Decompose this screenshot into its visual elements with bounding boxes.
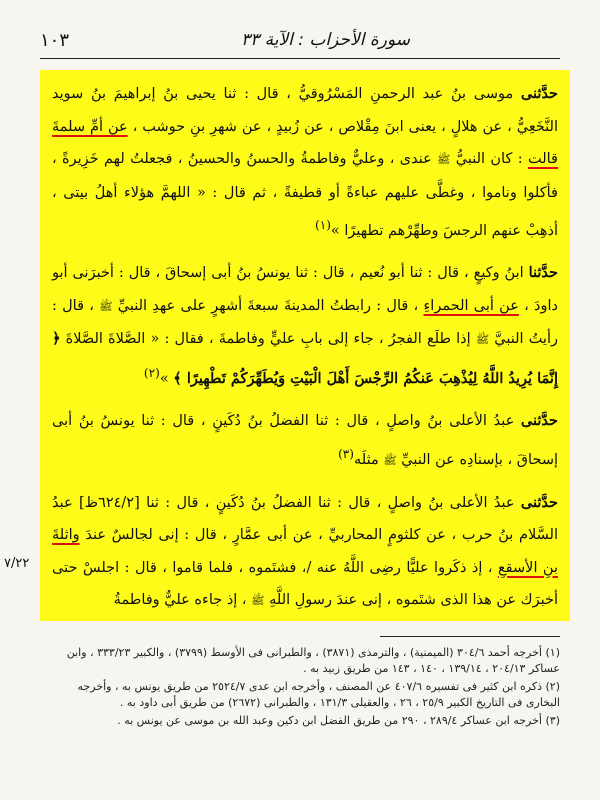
- salawat-symbol: ﷺ: [383, 453, 397, 467]
- isnad-lead: حدَّثنا: [528, 264, 558, 282]
- footnote: (٣) أخرجه ابن عساكر ٢٨٩/٤ ، ٢٩٠ من طريق الفضل ابن دكين وعبد الله بن موسى عن يونس به .: [117, 714, 560, 727]
- isnad-lead: حدَّثنى: [520, 85, 558, 102]
- footnotes: [40, 645, 560, 731]
- footnote-divider: [380, 636, 560, 637]
- salawat-symbol: ﷺ: [437, 153, 451, 166]
- hadith-paragraph: [52, 257, 558, 395]
- salawat-symbol: ﷺ: [251, 594, 265, 608]
- salawat-symbol: ﷺ: [99, 299, 113, 313]
- margin-reference: ٧/٢٢: [4, 556, 30, 571]
- text-run: ، إذ ذكَروا عليًّا رضِى اللَّهُ عنه /، فشتَموه ، فلما قاموا ، قال : اجلسْ حتى أخبرَك عن هذا الذى شتَموه ، إنى عندَ رسولِ اللَّهِ: [52, 559, 558, 609]
- isnad-lead: حدَّثنى: [520, 412, 558, 430]
- text-run: : كان النبيُّ: [450, 151, 528, 167]
- underlined-narrator: عن أمِّ سلمةَ قالت: [52, 118, 558, 167]
- text-run: ، قال : رابطتُ المدينةَ سبعةَ أشهرٍ على عهدِ النبيِّ: [112, 297, 424, 314]
- hadith-paragraph: [52, 78, 558, 247]
- hadith-paragraph: [52, 487, 558, 618]
- text-run: إذا طلَع الفجرُ ، جاء إلى بابِ عليٍّ وفاطمةَ ، فقال : « الصَّلاةَ الصَّلاةَ: [60, 331, 476, 348]
- footnote: (٢) ذكره ابن كثير فى تفسيره ٤٠٧/٦ عن المصنف ، وأخرجه ابن عدى ٢٥٢٤/٧ من طريق يونس به ، وأخرجه البخارى فى التاريخ الكبير ٢٥/٩ ، ٢٦ ، والعقيلى ١٣١/٣ ، والطبرانى (٢٦٧٢) من طريق أبى داود به .: [77, 680, 560, 709]
- text-run: مثلَه: [354, 451, 384, 468]
- text-run: »: [159, 370, 174, 387]
- text-run: ابنُ وكيعٍ ، قال : ثنا أبو نُعيم ، قال : ثنا يونسُ بنُ أبى إسحاقَ ، قال : أخبرَنى أبو داودَ ،: [52, 265, 559, 314]
- surah-title: سورة الأحزاب : الآية ٣٣: [240, 30, 410, 50]
- footnote-ref: (٣): [338, 446, 355, 461]
- page-number: ١٠٣: [40, 30, 70, 51]
- footnote: (١) أخرجه أحمد ٣٠٤/٦ (الميمنية) ، والترمذى (٣٨٧١) ، والطبرانى فى الأوسط (٣٧٩٩) ، والكبير ٣٣٣/٢٣ ، وابن عساكر ٢٠٤/١٣ ، ١٣٩/١٤ ، ١٤٠ ، ١٤٣ من طريق زبيد به .: [66, 646, 560, 675]
- quran-verse: ﴿ إِنَّمَا يُرِيدُ اللَّهُ لِيُذْهِبَ عَنكُمُ الرِّجْسَ أَهْلَ الْبَيْتِ وَيُطَهِّرَكُمْ تَطْهِيرًا ﴾: [52, 330, 558, 387]
- text-run: ، إذ جاءه عليٌّ وفاطمةُ: [113, 592, 252, 609]
- isnad-lead: حدَّثنى: [520, 493, 558, 511]
- highlighted-text-block: [40, 70, 570, 621]
- text-run: عبدُ الأعلى بنُ واصلٍ ، قال : ثنا الفضلُ بنُ دُكَينٍ ، قال : ثنا يونسُ بنُ أبى إسحاقَ ، بإسنادِه عن النبيِّ: [52, 413, 558, 468]
- hadith-paragraph: [52, 405, 558, 477]
- footnote-ref: (٢): [143, 365, 160, 380]
- text-run: ، قال : رأيتُ النبيَّ: [52, 297, 559, 348]
- underlined-narrator: واثلةَ بنِ الأسقعِ: [52, 527, 558, 576]
- footnote-ref: (١): [314, 218, 331, 232]
- text-run: عندى ، وعليٌّ وفاطمةُ والحسنُ والحسينُ ، فجعلتُ لهم خَزِيرةً ، فأكلوا وناموا ، وغطَّى عليهم عباءةً أو قطيفةً ، ثم قال : « اللهمَّ هؤلاء أهلُ بيتى ، أذهِبْ عنهم الرجسَ وطهِّرْهم تطهيرًا »: [52, 151, 558, 239]
- page-header: [40, 28, 560, 59]
- salawat-symbol: ﷺ: [475, 333, 490, 347]
- text-run: عبدُ الأعلى بنُ واصلٍ ، قال : ثنا الفضلُ بنُ دُكَينٍ ، قال : ثنا [٦٢٤/٢ظ] عبدُ السَّلام بنُ حرب ، عن كلثومٍ المحاربيِّ ، عن أبى عمَّارٍ ، قال : إنى لجالسٌ عندَ: [52, 494, 558, 544]
- underlined-narrator: عن أبى الحمراءِ: [423, 297, 519, 314]
- text-run: موسى بنُ عبد الرحمنِ المَسْرُوقيُّ ، قال : ثنا يحيى بنُ إبراهيمَ بنُ سويد النَّخَعِيُّ ، عن هلالٍ ، يعنى ابنَ مِقْلاص ، عن زُبيدٍ ، عن شهرِ بنِ حوشب ،: [52, 86, 558, 135]
